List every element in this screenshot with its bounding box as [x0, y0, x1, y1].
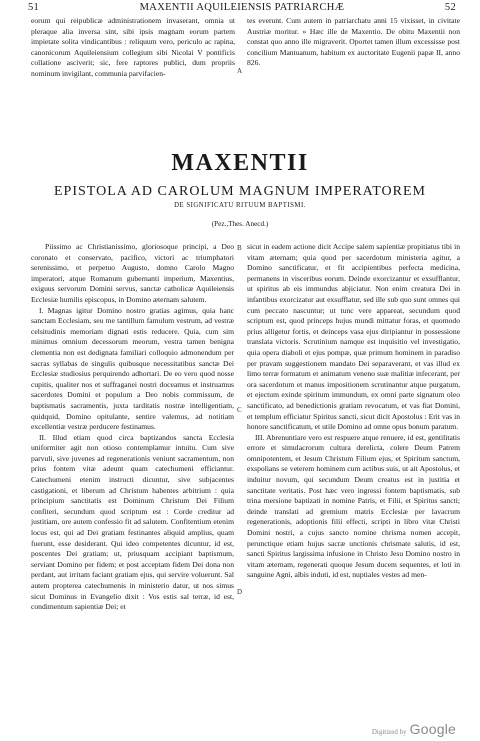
section-one-paragraph: I. Magnas igitur Domino nostro gratias agimus, quia hanc sanctam Ecclesiam, seu me tantillum famulum vestrum, ad vestræ celsitudinis memoriam dignati estis reducere. Quia, cum sim minimus omnium decessorum meorum, vestra tamen benigna clementia non est dedignata familiari colloquio admonendum per sacras syllabas de singulis quibusque necessitatibus sanctæ Dei Ecclesiæ studiosius perquirendo adhortari. De eo vero quod nosse cupitis, qualiter nos et suffraganei nostri doceamus et instruamus sacerdotes Domini et populum a Deo nobis commissum, de baptismatis sacramentis, juxta tarditatis nostræ intelligentiam, quidquid, Domino opitulante, sentire valemus, ad notitiam excellentiæ vestræ perducere festinamus. [31, 305, 234, 432]
digitized-watermark [372, 721, 456, 738]
digitized-by-label: Digitized by [371, 728, 407, 736]
page-number-left: 51 [28, 2, 40, 13]
margin-letter-b: B [237, 244, 242, 252]
section-three-paragraph: III. Abrenuntiare vero est respuere atque renuere, id est, gentilitatis errore et simulacrorum cultura derelicta, colere Deum Patrem omnipotentem, et Jesum Christum Filium ejus, et Spiritum sanctum, exspolians se veterem hominem cum actibus suis, ut ait Apostolus, et induitur novum, qui secundum Deum creatus est in justitia et sanctitate veritatis. Post hæc vero ingressi fontem baptismatis, sub trina mersione baptizati in nomine Patris, et Filii, et Spiritus sancti; deinde translati ad gremium matris Ecclesiæ per lavacrum regenerationis, adoptionis filii effecti, scripti in libro vitæ Christi Domini nostri, a cujus sancto nomine chrisma nomen accepit, perunctique etiam hujus sacræ unctionis chrismate salutis, id est, sancti Spiritus largissima infusione in Christo Jesu Domino nostro in vitam æternam, regenerati quoque Jesum ducem sequentes, et loti in sanguine Agni, albis induti, id est, nuptiales vestes ad men- [247, 432, 460, 580]
epistle-subtitle: DE SIGNIFICATU RITUUM BAPTISMI. [174, 202, 306, 209]
running-header [28, 2, 456, 16]
section-two-paragraph: II. Illud etiam quod circa baptizandos sancta Ecclesia uniformiter agit non otioso contemplamur intuitu. Cum sive parvuli, sive juvenes ad regenerationis veniunt sacramentum, non prius fontem vitæ adeunt quam catechumeni efficiantur. Catechumeni etenim instructi dicuntur, sive subjacentes castigationi, et liberum ad Christum habentes arbitrium : quia principium sanctitatis est Dominum Christum Dei Filium confiteri, secundum quod scriptum est : Corde creditur ad justitiam, ore autem confessio fit ad salutem. Confitentium etenim locus est, qui ad Dei gratiam festinantes aliquid amplius, quam fuerunt, esse desiderant. Qui ideo competentes dicuntur, id est, poscentes Dei gratiam; ut, priusquam accipiant baptismum, serviant Domino per fidem; et post acceptam fidem Dei dona non perdant, aut irritam faciant gratiam ejus, qui servire voluerunt. Sal autem propterea catechumenis in ministerio datur, ut nos simus sicut Dominus in Evangelio dixit : Vos estis sal terræ, id est, condimentum sapientiæ Dei; et [31, 432, 234, 612]
margin-letter-d: D [237, 588, 243, 596]
margin-letter-c: C [237, 406, 242, 414]
main-left-column [31, 242, 234, 613]
epistle-title: EPISTOLA AD CAROLUM MAGNUM IMPERATOREM [54, 184, 426, 199]
right-continuation-paragraph: sicut in eadem actione dicit Accipe salem sapientiæ propitiatus tibi in vitam æternam; quia quod per sacerdotum ministeria agitur, a Domino sanctificatur, et fit accipientibus perfecta medicina, permanens in visceribus eorum. Deinde exorcizantur et exsufflantur, ut spiritus ab eis immundus abjiciatur. Non enim creatura Dei in infantibus exorcizatur aut exsufflatur, sed ille sub quo sunt omnes qui cum peccato nascuntur; ut tunc vere appareat, secundum quod scriptum est, quod princeps hujus mundi mittatur foras, et quomodo prius alligetur fortis, et deinceps vasa ejus diripiantur in possessione translata victoris. Scrutinium namque est inquisitio vel investigatio, quia opera diaboli et ejus pompæ, quæ primum hominem in paradiso per pravam suggestionem mandato Dei separaverant, et vas illud ex limo terræ formatum et animatum veneno suæ malitiæ infecerant, per ora sacerdotum et manus impositionem scrutinantur atque purgatum, et ejectum exinde spiritum immundum, ex omni parte signatum oleo sanctificato, ad benedictionis gratiam revocatum, et vas fiat Domini, et templum efficiatur Spiritus sancti, sicut dicit Apostolus : Erit vas in honore sanctificatum, et utile Domino ad omne opus bonum paratum. [247, 242, 460, 432]
author-title: MAXENTII [171, 150, 309, 176]
source-reference: (Pez.,Thes. Anecd.) [211, 220, 269, 228]
google-logo: Google [409, 721, 456, 737]
top-left-paragraph: eorum qui reipublicæ administrationem invaserant, omnia ut pleraque alia inversa sint, sibi ipsis magnam eorum partem impietate solita vindicantibus : reliquum vero, periculo ac rapina, canonicorum Aquileiensium collegium sibi Nicolai V pontificis collatione asciverit; sic, fere raptores publici, dum propriis nominum invigilant, communia parvifacien- [31, 16, 235, 78]
page-number-right: 52 [444, 2, 456, 13]
top-left-column [31, 16, 235, 80]
running-title: MAXENTII AQUILEIENSIS PATRIARCHÆ [139, 2, 345, 13]
main-right-column [247, 242, 460, 581]
top-right-paragraph: tes everunt. Cum autem in patriarchatu anni 15 vixisset, in civitate Austriæ moritur. » Hæc ille de Maxentio. De obitu Maxentii non constat quo anno ille migraverit. Oportet tamen illum excessisse post concilium Mantuanum, habitum ex auctoritate Eugenii papæ II, anno 826. [247, 16, 460, 68]
margin-letter-a: A [237, 67, 243, 75]
top-right-column [247, 16, 460, 69]
salutation-paragraph: Piissimo ac Christianissimo, gloriosoque principi, a Deo coronato et conservato, pacifico, victori ac triumphatori serenissimo, et perpetuo Augusto, domno Carolo Magno imperatori, atque Romanum gubernanti imperium, Maxentius, exiguus servorum Domini servus, sanctæ catholicæ Aquileiensis Ecclesiæ humilis episcopus, in Domino æternam salutem. [31, 242, 234, 304]
